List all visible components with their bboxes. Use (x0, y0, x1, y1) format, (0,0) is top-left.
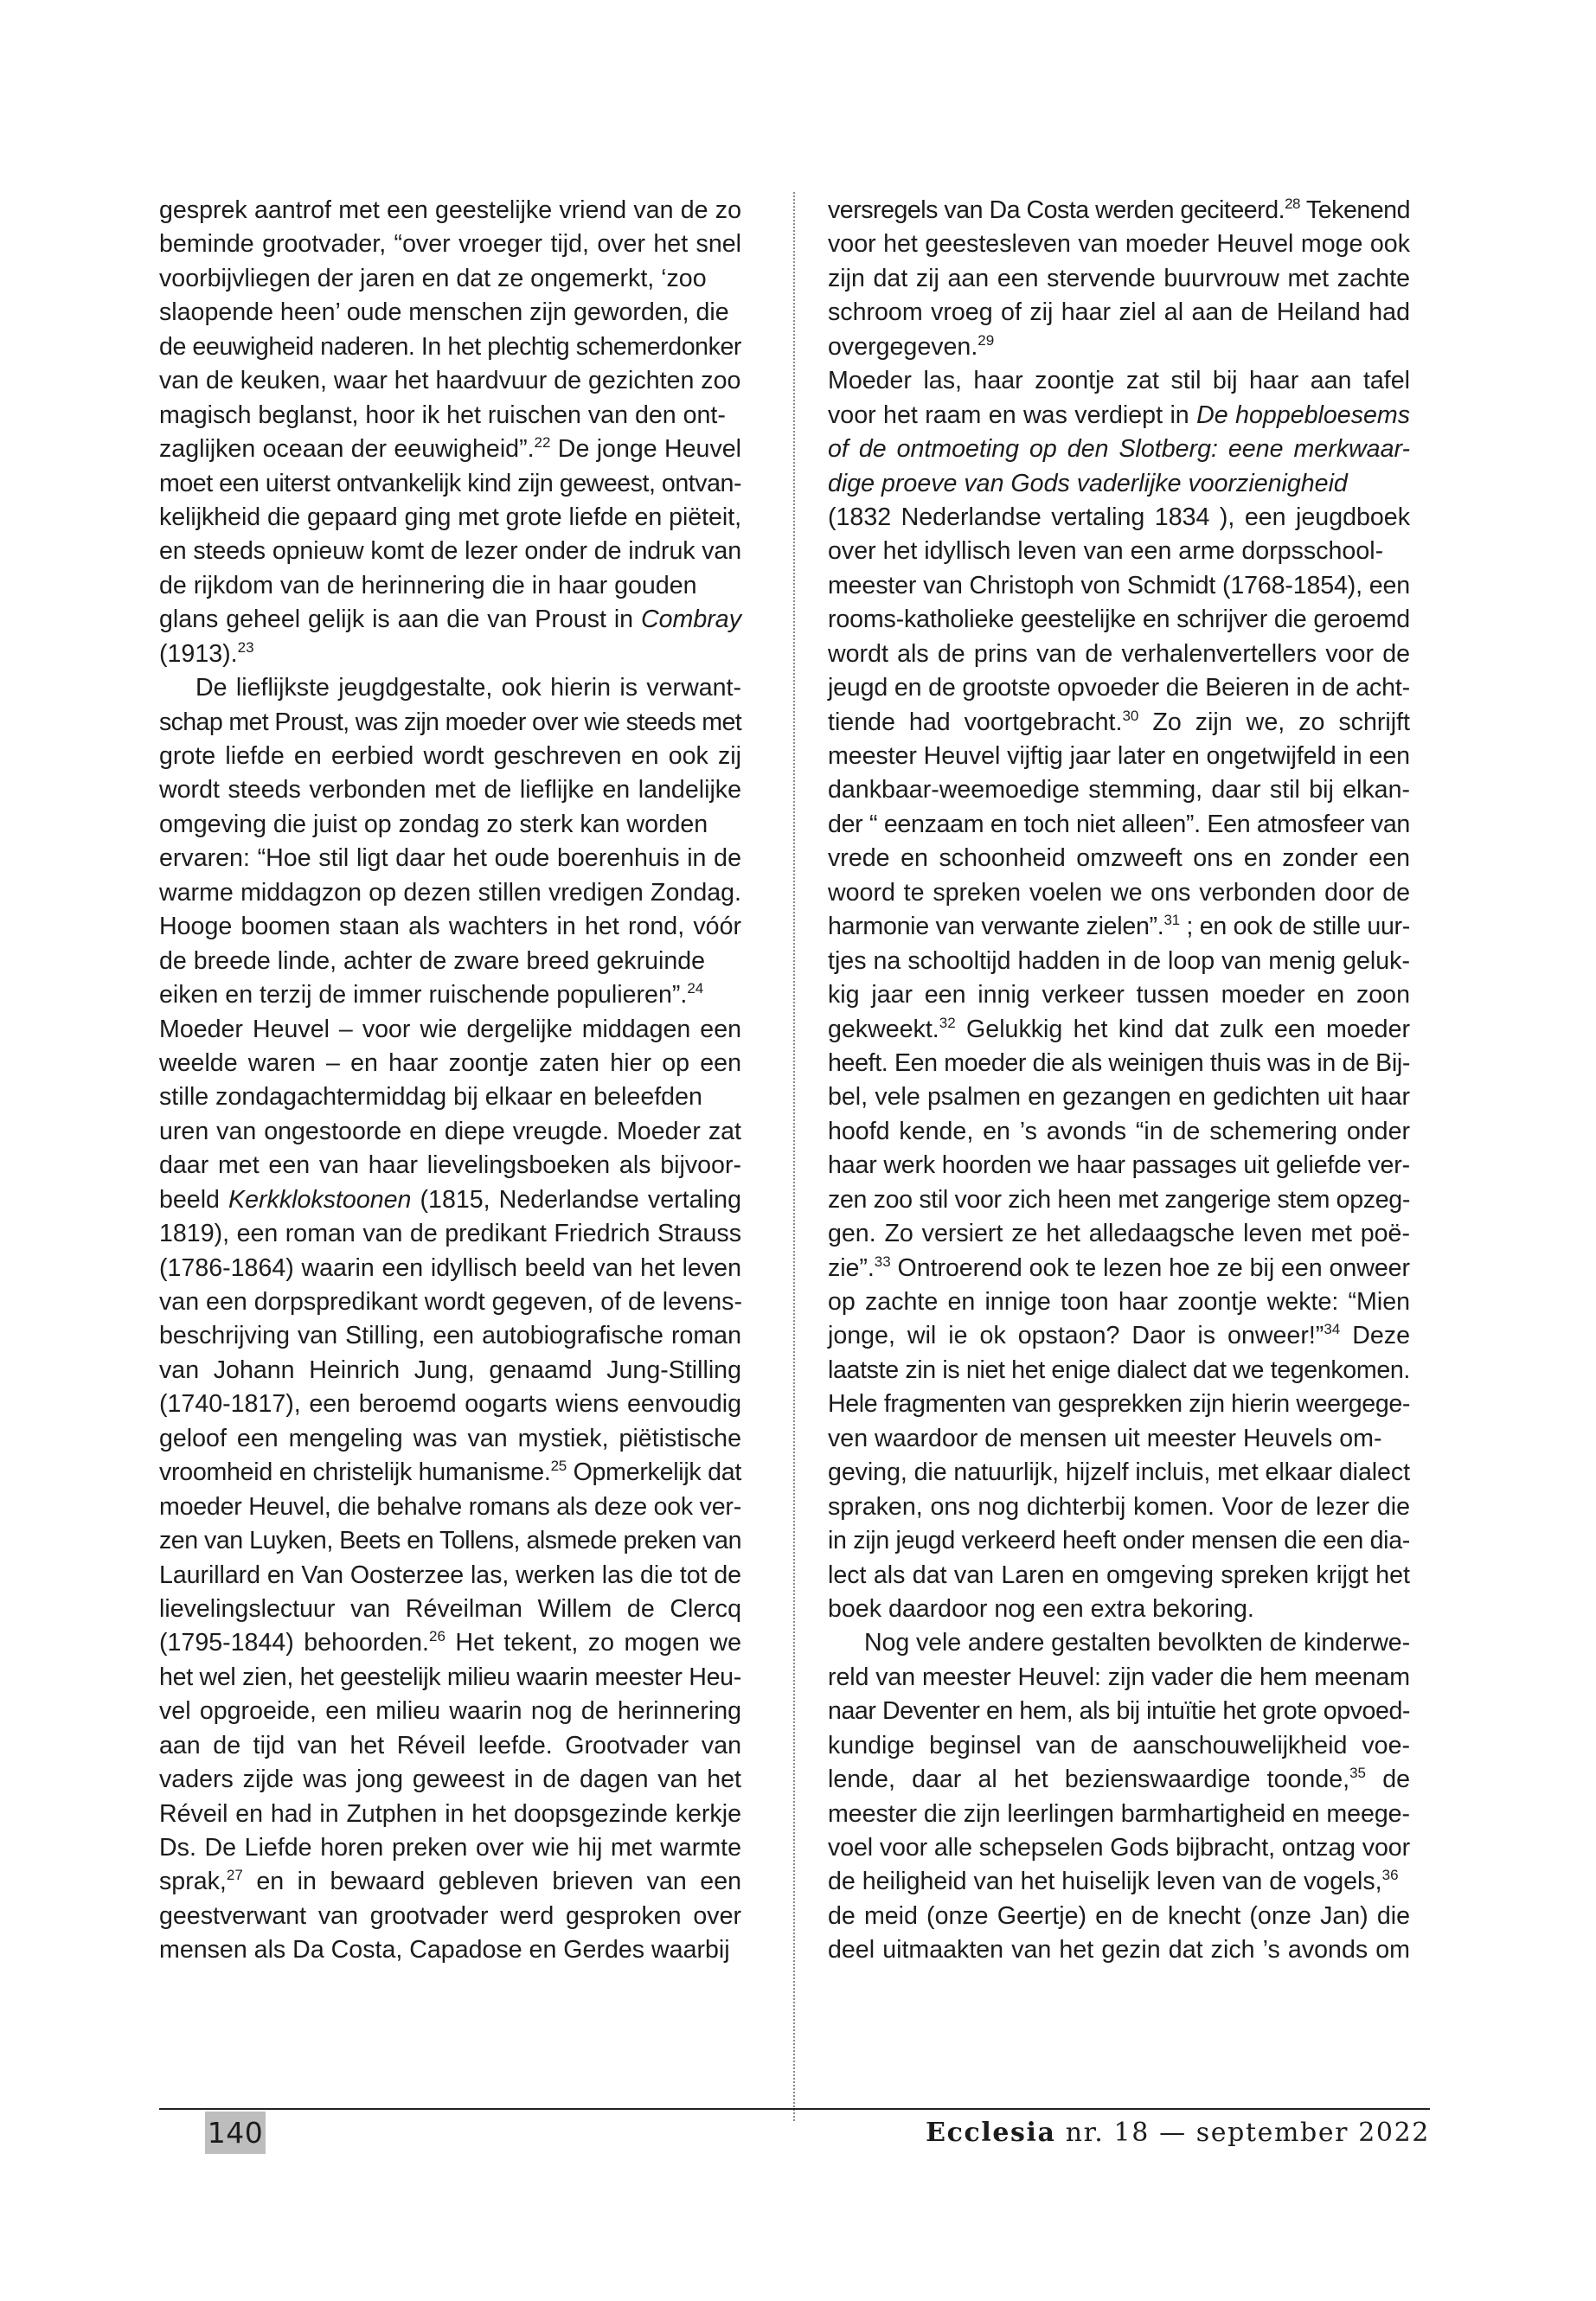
text-run: zen van Luyken, Beets en Tollens, alsmede preken van (159, 1527, 741, 1555)
footnote-ref: 33 (874, 1253, 891, 1270)
text-run: magisch beglanst, hoor ik het ruischen van den ont- (159, 401, 726, 429)
journal-title: Ecclesia (926, 2118, 1056, 2148)
text-run: Tekenend (1300, 196, 1410, 224)
text-run: omgeving die juist op zondag zo sterk kan worden (159, 810, 708, 838)
text-line (159, 1661, 741, 1695)
text-line (828, 638, 1410, 671)
text-run: de (1366, 1766, 1411, 1794)
text-run: woord te spreken voelen we ons verbonden door de (828, 878, 1410, 907)
text-run: ervaren: “Hoe stil ligt daar het oude boerenhuis in de (159, 844, 741, 873)
text-line (159, 1593, 741, 1626)
text-run: van Johann Heinrich Jung, genaamd Jung-Stilling (159, 1356, 741, 1384)
text-line (828, 1661, 1410, 1695)
text-line (828, 1798, 1410, 1831)
text-line (159, 228, 741, 261)
footnote-ref: 22 (534, 434, 551, 452)
text-run: zie”. (828, 1253, 875, 1282)
text-line (828, 1593, 1410, 1626)
italic-title: dige proeve van Gods vaderlijke voorzienigheid (828, 469, 1348, 497)
text-run: der “ eenzaam en toch niet alleen”. Een atmosfeer van (828, 810, 1410, 838)
text-run: geestverwant van grootvader werd gesproken over (159, 1901, 741, 1930)
text-run: warme middagzon op dezen stillen vredigen Zondag. (159, 878, 741, 907)
text-run: dankbaar-weemoedige stemming, daar stil bij elkan- (828, 776, 1410, 804)
text-line (159, 1865, 741, 1899)
left-text-column (159, 194, 741, 1968)
text-line (828, 910, 1410, 944)
text-line (159, 706, 741, 740)
footnote-ref: 28 (1285, 195, 1300, 212)
footnote-ref: 34 (1324, 1321, 1341, 1338)
text-line (159, 1626, 741, 1660)
text-line (828, 1388, 1410, 1421)
text-run: rooms-katholieke geestelijke en schrijver die geroemd (828, 606, 1411, 634)
text-line (159, 399, 741, 433)
text-run: beeld (159, 1185, 229, 1214)
text-run: hoofd kende, en ’s avonds “in de schemering onder (828, 1117, 1410, 1145)
text-run: de meid (onze Geertje) en de knecht (onze Jan) die (828, 1901, 1410, 1930)
text-line (159, 535, 741, 568)
footnote-ref: 24 (687, 980, 704, 997)
text-line (828, 842, 1410, 875)
text-run: Hooge boomen staan als wachters in het rond, vóór (159, 913, 741, 941)
text-run: (1913). (159, 639, 238, 668)
text-line (828, 1933, 1410, 1967)
text-line (159, 1900, 741, 1933)
text-line (159, 1080, 741, 1114)
page-number: 140 (205, 2112, 266, 2154)
text-line (159, 1695, 741, 1728)
text-run: zijn dat zij aan een stervende buurvrouw met zachte (828, 264, 1410, 292)
text-run: meester van Christoph von Schmidt (1768-1854), een (828, 571, 1411, 599)
footnote-ref: 26 (428, 1628, 445, 1645)
text-line (159, 569, 741, 603)
text-run: heeft. Een moeder die als weinigen thuis was in de Bij- (828, 1048, 1410, 1077)
text-line (159, 773, 741, 807)
text-run: naar Deventer en hem, als bij intuïtie het grote opvoed- (828, 1697, 1410, 1726)
text-line (828, 296, 1410, 330)
text-line (159, 1798, 741, 1831)
text-line (159, 978, 741, 1012)
text-line (828, 706, 1410, 740)
text-line (159, 1422, 741, 1456)
text-line (159, 1524, 741, 1558)
text-run: van een dorpspredikant wordt gegeven, of de levens- (159, 1288, 742, 1316)
text-line (159, 1013, 741, 1047)
text-line (828, 1217, 1410, 1251)
footnote-ref: 23 (237, 638, 254, 656)
text-run: voor het raam en was verdiept in (828, 401, 1197, 429)
text-run: De jonge Heuvel (550, 435, 741, 464)
text-line (159, 842, 741, 875)
text-run: Zo zijn we, zo schrijft (1138, 708, 1410, 736)
text-line (828, 671, 1410, 705)
text-line (828, 978, 1410, 1012)
text-line (159, 1354, 741, 1388)
text-run: (1740-1817), een beroemd oogarts wiens eenvoudig (159, 1390, 741, 1419)
text-line (828, 1115, 1410, 1149)
text-run: (1786-1864) waarin een idyllisch beeld van het leven (159, 1253, 741, 1282)
text-run: sprak, (159, 1868, 227, 1896)
issue-info: nr. 18 — september 2022 (1065, 2118, 1430, 2148)
footnote-ref: 36 (1381, 1867, 1399, 1884)
text-line (159, 364, 741, 398)
text-line (159, 1319, 741, 1353)
text-line (828, 501, 1410, 535)
text-line (159, 945, 741, 978)
text-run: Nog vele andere gestalten bevolkten de kinderwe- (864, 1629, 1410, 1657)
text-run: over het idyllisch leven van een arme dorpsschool- (828, 537, 1384, 566)
text-run: bel, vele psalmen en gezangen en gedichten uit haar (828, 1083, 1410, 1112)
text-run: op zachte en innige toon haar zoontje wekte: “Mien (828, 1288, 1410, 1316)
text-line (828, 1319, 1410, 1353)
text-run: lect als dat van Laren en omgeving spreken krijgt het (828, 1561, 1410, 1589)
text-run: Opmerkelijk dat (566, 1458, 741, 1487)
text-line (159, 262, 741, 296)
text-run: schroom vroeg of zij haar ziel al aan de Heiland had (828, 298, 1410, 327)
text-line (828, 1456, 1410, 1490)
text-run: reld van meester Heuvel: zijn vader die hem meenam (828, 1663, 1410, 1691)
text-run: haar werk hoorden we haar passages uit geliefde ver- (828, 1151, 1410, 1180)
text-run: kig jaar een innig verkeer tussen moeder en zoon (828, 981, 1410, 1009)
column-divider (793, 192, 795, 2121)
text-run: gekweekt. (828, 1015, 939, 1043)
text-line (828, 876, 1410, 910)
footnote-ref: 30 (1122, 707, 1139, 724)
text-line (159, 740, 741, 773)
text-run: eiken en terzij de immer ruischende populieren”. (159, 981, 688, 1009)
publication-line (926, 2116, 1430, 2150)
text-run: De lieflijkste jeugdgestalte, ook hierin is verwant- (195, 674, 741, 702)
text-run: Gelukkig het kind dat zulk een moeder (955, 1015, 1410, 1043)
text-run: de rijkdom van de herinnering die in haar gouden (159, 571, 697, 599)
text-run: versregels van Da Costa werden geciteerd. (828, 196, 1285, 224)
text-run: ; en ook de stille uur- (1179, 913, 1411, 941)
text-line (159, 876, 741, 910)
footer-rule (159, 2108, 1430, 2110)
footnote-ref: 25 (550, 1458, 567, 1475)
text-run: tjes na schooltijd hadden in de loop van menig geluk- (828, 946, 1410, 975)
text-run: geloof een mengeling was van mystiek, piëtistische (159, 1424, 741, 1452)
text-run: wordt steeds verbonden met de lieflijke en landelijke (159, 776, 741, 804)
text-run: slaopende heen’ oude menschen zijn geworden, die (159, 298, 729, 327)
text-line (828, 773, 1410, 807)
text-line (159, 330, 741, 364)
text-line (828, 1047, 1410, 1080)
text-line (828, 1695, 1410, 1728)
text-run: daar met een van haar lievelingsboeken als bijvoor- (159, 1151, 741, 1180)
text-line (828, 194, 1410, 228)
text-line (828, 1080, 1410, 1114)
text-line (159, 1763, 741, 1797)
text-run: stille zondagachtermiddag bij elkaar en beleefden (159, 1083, 702, 1112)
text-run: geving, die natuurlijk, hijzelf incluis, met elkaar dialect (828, 1458, 1410, 1487)
text-run: lende, daar al het bezienswaardige toonde, (828, 1766, 1350, 1794)
text-line (828, 228, 1410, 261)
text-line (828, 364, 1410, 398)
text-run: meester die zijn leerlingen barmhartigheid en meege- (828, 1799, 1411, 1828)
text-run: moeder Heuvel, die behalve romans als deze ook ver- (159, 1492, 741, 1521)
text-line (159, 603, 741, 637)
text-line (828, 1013, 1410, 1047)
text-line (159, 1388, 741, 1421)
text-line (828, 1354, 1410, 1388)
text-line (159, 1559, 741, 1593)
text-run: gesprek aantrof met een geestelijke vriend van de zo (159, 196, 741, 224)
text-run: Laurillard en Van Oosterzee las, werken las die tot de (159, 1561, 741, 1589)
text-run: vaders zijde was jong geweest in de dagen van het (159, 1766, 741, 1794)
text-run: voor het geestesleven van moeder Heuvel moge ook (828, 230, 1410, 259)
text-run: wordt als de prins van de verhalenvertellers voor de (828, 639, 1410, 668)
text-run: in zijn jeugd verkeerd heeft onder mensen die een dia- (828, 1527, 1410, 1555)
text-line (828, 1490, 1410, 1524)
text-run: Het tekent, zo mogen we (445, 1629, 741, 1657)
text-line (828, 1422, 1410, 1456)
italic-title: Combray (641, 606, 741, 634)
text-run: laatste zin is niet het enige dialect dat we tegenkomen. (828, 1356, 1410, 1384)
text-run: deel uitmaakten van het gezin dat zich ’s avonds om (828, 1936, 1410, 1965)
text-line (828, 1729, 1410, 1763)
text-line (828, 1831, 1410, 1865)
text-run: vel opgroeide, een milieu waarin nog de herinnering (159, 1697, 741, 1726)
text-line (828, 1559, 1410, 1593)
text-line (159, 194, 741, 228)
text-run: schap met Proust, was zijn moeder over wie steeds met (159, 708, 742, 736)
text-run: ven waardoor de mensen uit meester Heuvels om- (828, 1424, 1382, 1452)
text-run: Réveil en had in Zutphen in het doopsgezinde kerkje (159, 1799, 741, 1828)
text-line (828, 1900, 1410, 1933)
text-run: de breede linde, achter de zware breed gekruinde (159, 946, 706, 975)
text-run: de heiligheid van het huiselijk leven van de vogels, (828, 1868, 1382, 1896)
text-run: zaglijken oceaan der eeuwigheid”. (159, 435, 535, 464)
footnote-ref: 32 (939, 1014, 956, 1031)
text-line (828, 467, 1410, 501)
text-run: voorbijvliegen der jaren en dat ze ongemerkt, ‘zoo (159, 264, 707, 292)
text-line (159, 1217, 741, 1251)
text-run: Ontroerend ook te lezen hoe ze bij een onweer (890, 1253, 1411, 1282)
text-line (828, 1865, 1410, 1899)
text-run: boek daardoor nog een extra bekoring. (828, 1594, 1254, 1623)
text-run: vroomheid en christelijk humanisme. (159, 1458, 551, 1487)
footnote-ref: 35 (1349, 1765, 1367, 1782)
text-line (159, 1933, 741, 1967)
text-line (828, 330, 1410, 364)
text-run: en in bewaard gebleven brieven van een (242, 1868, 741, 1896)
text-run: spraken, ons nog dichterbij komen. Voor de lezer die (828, 1492, 1410, 1521)
text-line (159, 1183, 741, 1217)
text-line (828, 603, 1410, 637)
text-line (828, 808, 1410, 842)
text-line (159, 1285, 741, 1319)
text-run: Moeder las, haar zoontje zat stil bij haar aan tafel (828, 367, 1410, 395)
text-run: beschrijving van Stilling, een autobiografische roman (159, 1322, 741, 1350)
text-run: voel voor alle schepselen Gods bijbracht, ontzag voor (828, 1834, 1410, 1862)
text-line (828, 1149, 1410, 1183)
text-run: 1819), een roman van de predikant Friedrich Strauss (159, 1220, 741, 1248)
text-run: kundige beginsel van de aanschouwelijkheid voe- (828, 1731, 1410, 1759)
text-run: en steeds opnieuw komt de lezer onder de indruk van (159, 537, 742, 566)
text-line (828, 1763, 1410, 1797)
text-run: moet een uiterst ontvankelijk kind zijn geweest, ontvan- (159, 469, 742, 497)
text-line (828, 1626, 1410, 1660)
text-run: Moeder Heuvel – voor wie dergelijke middagen een (159, 1015, 741, 1043)
text-line (159, 1831, 741, 1865)
text-run: van de keuken, waar het haardvuur de gezichten zoo (159, 367, 741, 395)
text-line (828, 399, 1410, 433)
footnote-ref: 31 (1163, 912, 1180, 929)
text-line (159, 467, 741, 501)
text-line (159, 1729, 741, 1763)
text-run: Ds. De Liefde horen preken over wie hij met warmte (159, 1834, 741, 1862)
text-run: grote liefde en eerbied wordt geschreven en ook zij (159, 742, 741, 770)
text-line (159, 1252, 741, 1285)
text-run: mensen als Da Costa, Capadose en Gerdes waarbij (159, 1936, 730, 1965)
text-run: aan de tijd van het Réveil leefde. Grootvader van (159, 1731, 741, 1759)
italic-title: De hoppebloesems (1196, 401, 1411, 429)
footnote-ref: 27 (226, 1867, 243, 1884)
text-run: jonge, wil ie ok opstaon? Daor is onweer!” (828, 1322, 1324, 1350)
text-run: overgegeven. (828, 332, 978, 361)
text-line (159, 1490, 741, 1524)
text-line (828, 740, 1410, 773)
text-line (828, 262, 1410, 296)
text-line (159, 910, 741, 944)
text-line (159, 1456, 741, 1490)
text-line (159, 1047, 741, 1080)
italic-title: of de ontmoeting op den Slotberg: eene merkwaar- (828, 435, 1410, 464)
text-run: glans geheel gelijk is aan die van Proust in (159, 606, 641, 634)
text-run: uren van ongestoorde en diepe vreugde. Moeder zat (159, 1117, 741, 1145)
text-run: Hele fragmenten van gesprekken zijn hierin weergege- (828, 1390, 1410, 1419)
text-line (159, 808, 741, 842)
text-line (828, 1252, 1410, 1285)
text-line (159, 1149, 741, 1183)
text-line (159, 1115, 741, 1149)
text-line (828, 535, 1410, 568)
text-run: (1832 Nederlandse vertaling 1834 ), een jeugdboek (828, 503, 1410, 531)
text-run: beminde grootvader, “over vroeger tijd, over het snel (159, 230, 741, 259)
italic-title: Kerkklokstoonen (228, 1185, 412, 1214)
text-line (828, 1183, 1410, 1217)
text-line (828, 433, 1410, 466)
text-run: kelijkheid die gepaard ging met grote liefde en piëteit, (159, 503, 741, 531)
text-run: weelde waren – en haar zoontje zaten hier op een (159, 1048, 741, 1077)
text-run: (1815, Nederlandse vertaling (411, 1185, 741, 1214)
text-run: harmonie van verwante zielen”. (828, 913, 1164, 941)
text-run: tiende had voortgebracht. (828, 708, 1123, 736)
text-run: zen zoo stil voor zich heen met zangerige stem opzeg- (828, 1185, 1410, 1214)
text-line (159, 671, 741, 705)
text-line (828, 945, 1410, 978)
text-run: jeugd en de grootste opvoeder die Beieren in de acht- (828, 674, 1411, 702)
text-run: lievelingslectuur van Réveilman Willem de Clercq (159, 1594, 741, 1623)
text-run: gen. Zo versiert ze het alledaagsche leven met poë- (828, 1220, 1410, 1248)
text-run: het wel zien, het geestelijk milieu waarin meester Heu- (159, 1663, 741, 1691)
text-run: (1795-1844) behoorden. (159, 1629, 429, 1657)
text-line (159, 296, 741, 330)
right-text-column (828, 194, 1410, 1968)
text-run: de eeuwigheid naderen. In het plechtig schemerdonker (159, 332, 742, 361)
text-line (159, 433, 741, 466)
text-line (159, 638, 741, 671)
text-line (828, 1524, 1410, 1558)
text-run: meester Heuvel vijftig jaar later en ongetwijfeld in een (828, 742, 1410, 770)
text-line (828, 1285, 1410, 1319)
text-run: vrede en schoonheid omzweeft ons en zonder een (828, 844, 1410, 873)
text-line (828, 569, 1410, 603)
text-line (159, 501, 741, 535)
text-run: Deze (1340, 1322, 1410, 1350)
footnote-ref: 29 (977, 331, 995, 349)
